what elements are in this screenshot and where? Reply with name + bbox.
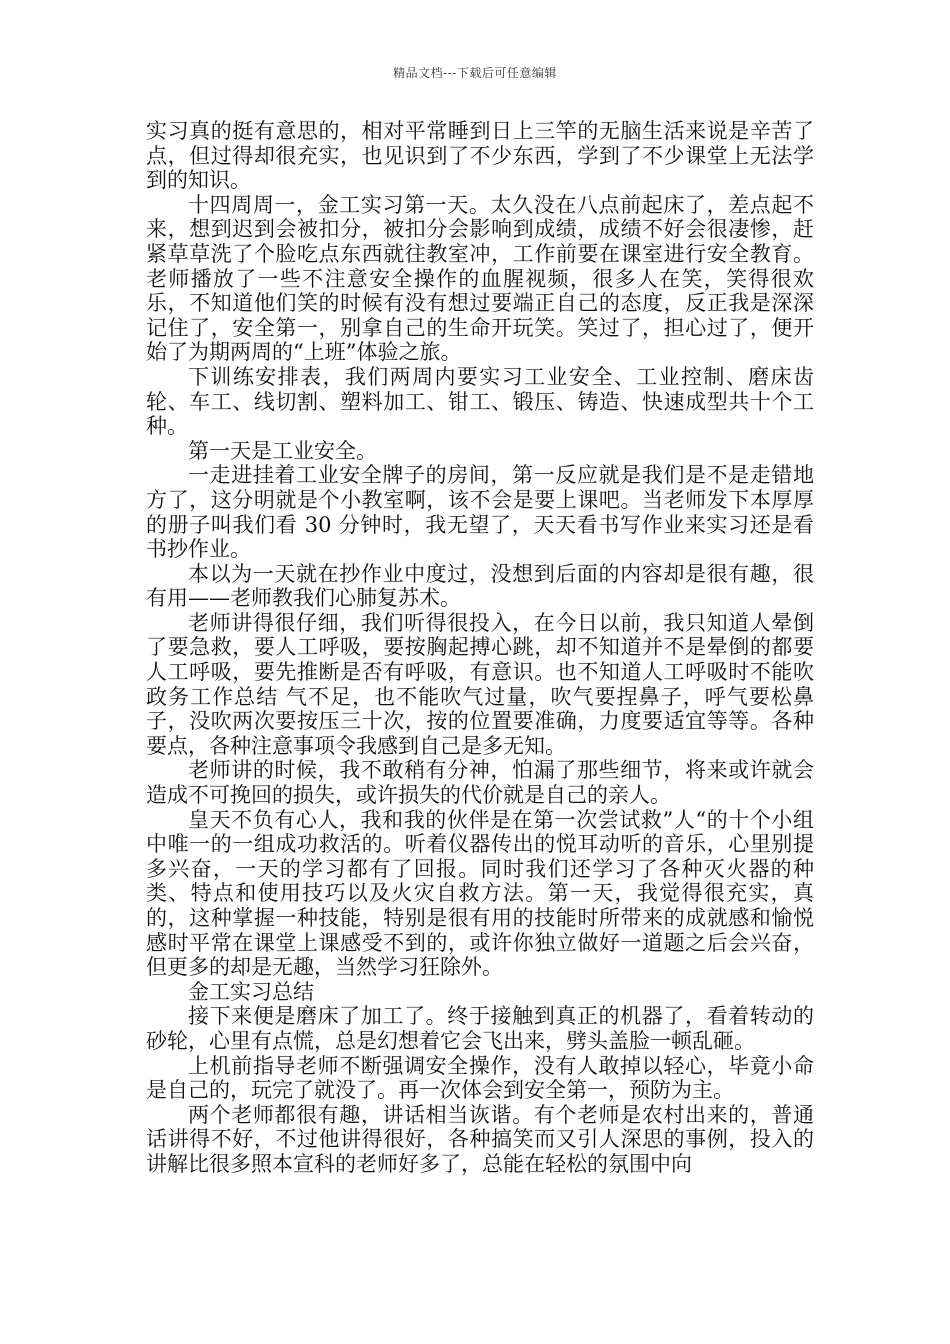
paragraph-11: 上机前指导老师不断强调安全操作，没有人敢掉以轻心，毕竟小命是自己的，玩完了就没了。再一次体会到安全第一，预防为主。: [146, 1053, 814, 1103]
page-header: 精品文档---下载后可任意编辑: [393, 66, 557, 80]
paragraph-5: 一走进挂着工业安全牌子的房间，第一反应就是我们是不是走错地方了，这分明就是个小教室啊，该不会是要上课吧。当老师发下本厚厚的册子叫我们看 30 分钟时，我无望了，天天看书写作业来实习还是看书抄作业。: [146, 463, 814, 562]
paragraph-9: 皇天不负有心人，我和我的伙伴是在第一次尝试救”人“的十个小组中唯一的一组成功救活的。听着仪器传出的悦耳动听的音乐，心里别提多兴奋，一天的学习都有了回报。同时我们还学习了各种灭火器的种类、特点和使用技巧以及火灾自救方法。第一天，我觉得很充实，真的，这种掌握一种技能，特别是很有用的技能时所带来的成就感和愉悦感时平常在课堂上课感受不到的，或许你独立做好一道题之后会兴奋，但更多的却是无趣，当然学习狂除外。: [146, 807, 814, 980]
paragraph-7: 老师讲得很仔细，我们听得很投入，在今日以前，我只知道人晕倒了要急救，要人工呼吸，要按胸起搏心跳，却不知道并不是晕倒的都要人工呼吸，要先推断是否有呼吸，有意识。也不知道人工呼吸时不能吹政务工作总结 气不足，也不能吹气过量，吹气要捏鼻子，呼气要松鼻子，没吹两次要按压三十次，按的位置要准确，力度要适宜等等。各种要点，各种注意事项令我感到自己是多无知。: [146, 610, 814, 758]
paragraph-8: 老师讲的时候，我不敢稍有分神，怕漏了那些细节，将来或许就会造成不可挽回的损失，或许损失的代价就是自己的亲人。: [146, 758, 814, 808]
paragraph-6: 本以为一天就在抄作业中度过，没想到后面的内容却是很有趣，很有用——老师教我们心肺复苏术。: [146, 561, 814, 611]
section-heading: 金工实习总结: [188, 979, 314, 1004]
document-body: [146, 119, 814, 1177]
paragraph-4: 第一天是工业安全。: [188, 438, 377, 463]
paragraph-12: 两个老师都很有趣，讲话相当诙谐。有个老师是农村出来的，普通话讲得不好，不过他讲得很好，各种搞笑而又引人深思的事例，投入的讲解比很多照本宣科的老师好多了，总能在轻松的氛围中向: [146, 1102, 814, 1176]
paragraph-2: 十四周周一，金工实习第一天。太久没在八点前起床了，差点起不来，想到迟到会被扣分，被扣分会影响到成绩，成绩不好会很凄惨，赶紧草草洗了个脸吃点东西就往教室冲，工作前要在课室进行安全教育。老师播放了一些不注意安全操作的血腥视频，很多人在笑，笑得很欢乐，不知道他们笑的时候有没有想过要端正自己的态度，反正我是深深记住了，安全第一，别拿自己的生命开玩笑。笑过了，担心过了，便开始了为期两周的“上班”体验之旅。: [146, 192, 814, 365]
paragraph-1: 实习真的挺有意思的，相对平常睡到日上三竿的无脑生活来说是辛苦了点，但过得却很充实，也见识到了不少东西，学到了不少课堂上无法学到的知识。: [146, 119, 814, 193]
paragraph-3: 下训练安排表，我们两周内要实习工业安全、工业控制、磨床齿轮、车工、线切割、塑料加工、钳工、锻压、铸造、快速成型共十个工种。: [146, 364, 814, 439]
paragraph-10: 接下来便是磨床了加工了。终于接触到真正的机器了，看着转动的砂轮，心里有点慌，总是幻想着它会飞出来，劈头盖脸一顿乱砸。: [146, 1004, 814, 1053]
